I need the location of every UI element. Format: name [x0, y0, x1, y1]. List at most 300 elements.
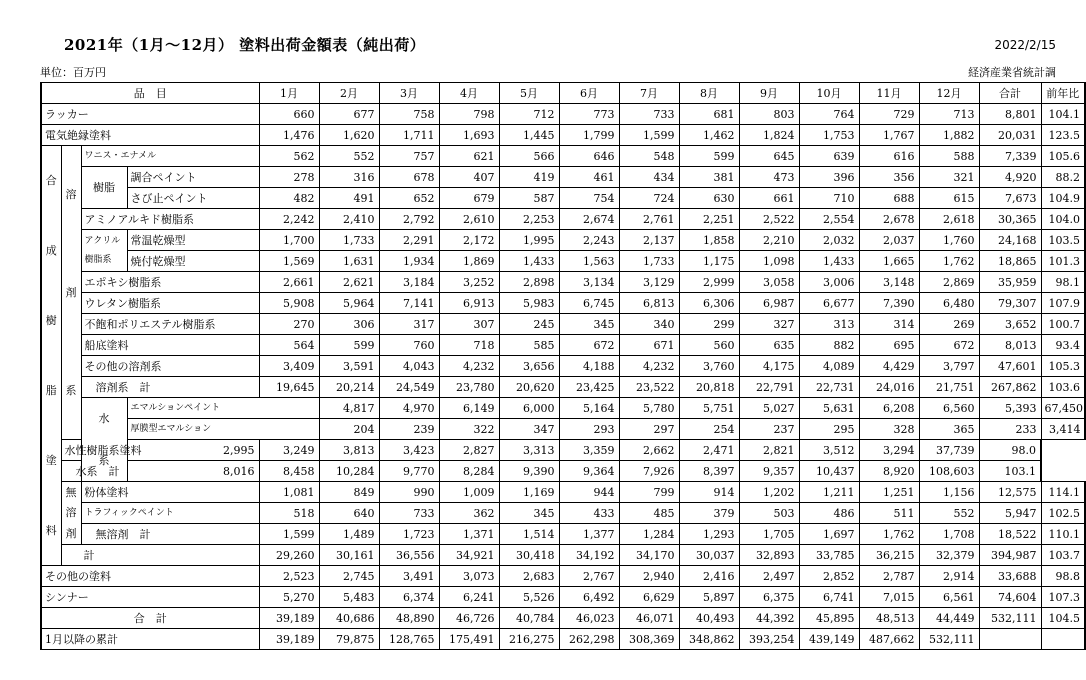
month-value: 24,016	[859, 377, 919, 398]
month-value: 677	[319, 104, 379, 125]
month-value: 44,449	[919, 608, 979, 629]
month-value: 7,390	[859, 293, 919, 314]
month-value: 239	[379, 419, 439, 440]
group-char: 脂	[45, 383, 57, 397]
month-value: 688	[859, 188, 919, 209]
month-value: 2,610	[439, 209, 499, 230]
month-value: 566	[499, 146, 559, 167]
month-value: 2,792	[379, 209, 439, 230]
month-value: 8,458	[259, 461, 319, 482]
month-value: 39,189	[259, 608, 319, 629]
month-value: 1,711	[379, 125, 439, 146]
table-row	[41, 251, 1085, 272]
month-value: 2,522	[739, 209, 799, 230]
month-value: 10,284	[319, 461, 379, 482]
month-value: 461	[559, 167, 619, 188]
month-value: 640	[319, 503, 379, 524]
row-label: エマルションペイント	[127, 398, 319, 419]
month-value: 254	[679, 419, 739, 440]
month-value: 1,705	[739, 524, 799, 545]
month-value: 733	[379, 503, 439, 524]
row-ratio: 105.6	[1041, 146, 1085, 167]
month-value: 6,208	[859, 398, 919, 419]
month-value: 1,700	[259, 230, 319, 251]
month-value: 262,298	[559, 629, 619, 650]
table-row	[41, 419, 1085, 440]
month-value: 3,294	[859, 440, 919, 461]
month-value: 1,767	[859, 125, 919, 146]
month-value: 1,569	[259, 251, 319, 272]
month-value: 3,813	[319, 440, 379, 461]
month-value: 5,270	[259, 587, 319, 608]
month-value: 630	[679, 188, 739, 209]
header-month: 6月	[559, 83, 619, 104]
row-label: 常温乾燥型	[127, 230, 259, 251]
month-value: 34,170	[619, 545, 679, 566]
table-row	[41, 356, 1085, 377]
row-ratio: 110.1	[1041, 524, 1085, 545]
month-value: 24,549	[379, 377, 439, 398]
month-value: 2,618	[919, 209, 979, 230]
month-value: 552	[919, 503, 979, 524]
month-value: 1,433	[499, 251, 559, 272]
month-value: 2,416	[679, 566, 739, 587]
header-month: 9月	[739, 83, 799, 104]
month-value: 660	[259, 104, 319, 125]
month-value: 485	[619, 503, 679, 524]
month-value: 990	[379, 482, 439, 503]
table-row	[41, 545, 1085, 566]
month-value: 3,252	[439, 272, 499, 293]
header-month: 8月	[679, 83, 739, 104]
month-value: 588	[919, 146, 979, 167]
month-value: 328	[859, 419, 919, 440]
row-label: 1月以降の累計	[41, 629, 259, 650]
row-total	[979, 629, 1041, 650]
month-value: 20,620	[499, 377, 559, 398]
table-row	[41, 461, 1085, 482]
month-value: 672	[919, 335, 979, 356]
table-row	[41, 587, 1085, 608]
month-value: 599	[319, 335, 379, 356]
month-value: 9,390	[499, 461, 559, 482]
header-month: 4月	[439, 83, 499, 104]
month-value: 2,172	[439, 230, 499, 251]
month-value: 2,674	[559, 209, 619, 230]
month-value: 1,631	[319, 251, 379, 272]
page-title: 2021年（1月～12月） 塗料出荷金額表（純出荷）	[64, 36, 426, 54]
month-value: 314	[859, 314, 919, 335]
month-value: 40,686	[319, 608, 379, 629]
month-value: 1,620	[319, 125, 379, 146]
row-total: 79,307	[979, 293, 1041, 314]
month-value: 407	[439, 167, 499, 188]
month-value: 5,780	[619, 398, 679, 419]
month-value: 1,753	[799, 125, 859, 146]
month-value: 1,081	[259, 482, 319, 503]
table-row	[41, 335, 1085, 356]
month-value: 1,377	[559, 524, 619, 545]
month-value: 365	[919, 419, 979, 440]
row-total: 30,365	[979, 209, 1041, 230]
month-value: 1,202	[739, 482, 799, 503]
month-value: 1,762	[919, 251, 979, 272]
month-value: 729	[859, 104, 919, 125]
month-value: 1,665	[859, 251, 919, 272]
month-value: 46,071	[619, 608, 679, 629]
row-label: 電気絶縁塗料	[41, 125, 259, 146]
month-value: 6,987	[739, 293, 799, 314]
month-value: 2,037	[859, 230, 919, 251]
table-row	[41, 125, 1085, 146]
month-value: 3,073	[439, 566, 499, 587]
month-value: 1,284	[619, 524, 679, 545]
month-value: 2,497	[739, 566, 799, 587]
month-value: 560	[679, 335, 739, 356]
row-label: 粉体塗料	[81, 482, 259, 503]
month-value: 8,920	[859, 461, 919, 482]
month-value: 3,491	[379, 566, 439, 587]
row-total: 5,947	[979, 503, 1041, 524]
month-value: 5,631	[799, 398, 859, 419]
month-value: 3,797	[919, 356, 979, 377]
month-value: 3,760	[679, 356, 739, 377]
group-char: 無	[65, 485, 77, 499]
group-char: 成	[45, 244, 57, 258]
month-value: 23,780	[439, 377, 499, 398]
month-value: 175,491	[439, 629, 499, 650]
month-value: 6,374	[379, 587, 439, 608]
month-value: 503	[739, 503, 799, 524]
group-char: 塗	[45, 453, 57, 467]
month-value: 672	[559, 335, 619, 356]
row-label: ウレタン樹脂系	[81, 293, 259, 314]
month-value: 2,999	[679, 272, 739, 293]
month-value: 2,767	[559, 566, 619, 587]
month-value: 5,526	[499, 587, 559, 608]
month-value: 23,522	[619, 377, 679, 398]
month-value: 1,476	[259, 125, 319, 146]
month-value: 615	[919, 188, 979, 209]
month-value: 1,211	[799, 482, 859, 503]
month-value: 661	[739, 188, 799, 209]
row-total: 8,801	[979, 104, 1041, 125]
month-value: 48,890	[379, 608, 439, 629]
row-label: 不飽和ポリエステル樹脂系	[81, 314, 259, 335]
month-value: 487,662	[859, 629, 919, 650]
row-ratio: 103.6	[1041, 377, 1085, 398]
row-total: 3,652	[979, 314, 1041, 335]
table-row	[41, 482, 1085, 503]
month-value: 1,762	[859, 524, 919, 545]
row-total: 8,013	[979, 335, 1041, 356]
month-value: 9,364	[559, 461, 619, 482]
month-value: 34,921	[439, 545, 499, 566]
month-value: 2,210	[739, 230, 799, 251]
month-value: 7,015	[859, 587, 919, 608]
month-value: 8,284	[439, 461, 499, 482]
header-month: 7月	[619, 83, 679, 104]
month-value: 269	[919, 314, 979, 335]
month-value: 322	[439, 419, 499, 440]
month-value: 48,513	[859, 608, 919, 629]
month-value: 4,232	[439, 356, 499, 377]
table-row	[41, 209, 1085, 230]
month-value: 32,379	[919, 545, 979, 566]
month-value: 6,745	[559, 293, 619, 314]
month-value: 2,914	[919, 566, 979, 587]
month-value: 1,433	[799, 251, 859, 272]
month-value: 4,429	[859, 356, 919, 377]
month-value: 3,359	[559, 440, 619, 461]
row-total: 394,987	[979, 545, 1041, 566]
month-value: 671	[619, 335, 679, 356]
month-value: 2,523	[259, 566, 319, 587]
row-label: その他の塗料	[41, 566, 259, 587]
month-value: 760	[379, 335, 439, 356]
month-value: 724	[619, 188, 679, 209]
month-value: 4,817	[319, 398, 379, 419]
month-value: 270	[259, 314, 319, 335]
source-label: 経済産業省統計調	[968, 66, 1056, 79]
month-value: 345	[559, 314, 619, 335]
header-month: 1月	[259, 83, 319, 104]
month-value: 695	[859, 335, 919, 356]
month-value: 754	[559, 188, 619, 209]
month-value: 306	[319, 314, 379, 335]
month-value: 356	[859, 167, 919, 188]
table-row	[41, 293, 1085, 314]
row-label: 無溶剤 計	[81, 524, 259, 545]
month-value: 616	[859, 146, 919, 167]
month-value: 599	[679, 146, 739, 167]
month-value: 3,129	[619, 272, 679, 293]
row-ratio: 98.8	[1041, 566, 1085, 587]
month-value: 295	[799, 419, 859, 440]
month-value: 362	[439, 503, 499, 524]
month-value: 1,169	[499, 482, 559, 503]
month-value: 2,251	[679, 209, 739, 230]
header-total: 合計	[979, 83, 1041, 104]
month-value: 1,799	[559, 125, 619, 146]
row-total: 33,688	[979, 566, 1041, 587]
month-value: 2,869	[919, 272, 979, 293]
month-value: 678	[379, 167, 439, 188]
month-value: 1,733	[319, 230, 379, 251]
row-ratio	[1041, 629, 1085, 650]
month-value: 10,437	[799, 461, 859, 482]
month-value: 321	[919, 167, 979, 188]
month-value: 1,995	[499, 230, 559, 251]
group-char: 系	[65, 383, 77, 397]
group-char: 溶	[65, 506, 77, 520]
month-value: 799	[619, 482, 679, 503]
month-value: 1,462	[679, 125, 739, 146]
row-label: 焼付乾燥型	[127, 251, 259, 272]
month-value: 1,824	[739, 125, 799, 146]
unit-label: 単位：百万円	[40, 66, 106, 79]
month-value: 2,995	[127, 440, 259, 461]
month-value: 46,726	[439, 608, 499, 629]
month-value: 327	[739, 314, 799, 335]
month-value: 1,934	[379, 251, 439, 272]
month-value: 6,241	[439, 587, 499, 608]
month-value: 9,770	[379, 461, 439, 482]
row-label: シンナー	[41, 587, 259, 608]
row-label: 計	[61, 545, 259, 566]
month-value: 2,940	[619, 566, 679, 587]
table-row	[41, 629, 1085, 650]
month-value: 564	[259, 335, 319, 356]
month-value: 2,621	[319, 272, 379, 293]
table-row	[41, 524, 1085, 545]
month-value: 2,821	[739, 440, 799, 461]
row-total: 7,339	[979, 146, 1041, 167]
month-value: 552	[319, 146, 379, 167]
month-value: 2,678	[859, 209, 919, 230]
month-value: 757	[379, 146, 439, 167]
row-total: 12,575	[979, 482, 1041, 503]
group-char: 樹	[45, 314, 57, 328]
month-value: 348,862	[679, 629, 739, 650]
month-value: 4,175	[739, 356, 799, 377]
month-value: 639	[799, 146, 859, 167]
month-value: 635	[739, 335, 799, 356]
row-label: ワニス・エナメル	[81, 146, 259, 167]
month-value: 6,560	[919, 398, 979, 419]
month-value: 293	[559, 419, 619, 440]
month-value: 681	[679, 104, 739, 125]
month-value: 21,751	[919, 377, 979, 398]
month-value: 216,275	[499, 629, 559, 650]
month-value: 3,313	[499, 440, 559, 461]
month-value: 2,661	[259, 272, 319, 293]
month-value: 3,134	[559, 272, 619, 293]
month-value: 491	[319, 188, 379, 209]
table-row	[41, 272, 1085, 293]
month-value: 393,254	[739, 629, 799, 650]
row-ratio: 100.7	[1041, 314, 1085, 335]
month-value: 5,393	[979, 398, 1041, 419]
table-row	[41, 566, 1085, 587]
month-value: 6,480	[919, 293, 979, 314]
month-value: 6,000	[499, 398, 559, 419]
month-value: 340	[619, 314, 679, 335]
month-value: 3,656	[499, 356, 559, 377]
table-row	[41, 398, 1085, 419]
month-value: 5,908	[259, 293, 319, 314]
month-value: 473	[739, 167, 799, 188]
header-ratio: 前年比	[1041, 83, 1085, 104]
table-row	[41, 608, 1085, 629]
month-value: 2,827	[439, 440, 499, 461]
row-ratio: 123.5	[1041, 125, 1085, 146]
month-value: 5,983	[499, 293, 559, 314]
acryl-label	[81, 230, 127, 272]
month-value: 34,192	[559, 545, 619, 566]
row-ratio: 88.2	[1041, 167, 1085, 188]
group-char: 系	[98, 453, 110, 467]
row-label: 水系 計	[61, 461, 127, 482]
month-value: 2,253	[499, 209, 559, 230]
month-value: 5,897	[679, 587, 739, 608]
month-value: 758	[379, 104, 439, 125]
header-month: 10月	[799, 83, 859, 104]
row-total: 24,168	[979, 230, 1041, 251]
row-total: 267,862	[979, 377, 1041, 398]
month-value: 345	[499, 503, 559, 524]
month-value: 8,016	[127, 461, 259, 482]
month-value: 7,926	[619, 461, 679, 482]
month-value: 1,563	[559, 251, 619, 272]
row-label: 調合ペイント	[127, 167, 259, 188]
month-value: 532,111	[919, 629, 979, 650]
month-value: 22,731	[799, 377, 859, 398]
month-value: 46,023	[559, 608, 619, 629]
group-char: 剤	[65, 285, 77, 299]
month-value: 585	[499, 335, 559, 356]
month-value: 2,471	[679, 440, 739, 461]
month-value: 3,006	[799, 272, 859, 293]
row-total: 47,601	[979, 356, 1041, 377]
month-value: 4,043	[379, 356, 439, 377]
month-value: 6,306	[679, 293, 739, 314]
month-value: 3,591	[319, 356, 379, 377]
month-value: 6,492	[559, 587, 619, 608]
month-value: 2,291	[379, 230, 439, 251]
month-value: 1,371	[439, 524, 499, 545]
table-row	[41, 146, 1085, 167]
month-value: 2,410	[319, 209, 379, 230]
month-value: 6,913	[439, 293, 499, 314]
table-row	[41, 104, 1085, 125]
month-value: 482	[259, 188, 319, 209]
month-value: 1,723	[379, 524, 439, 545]
row-total: 3,414	[1041, 419, 1085, 440]
month-value: 3,249	[259, 440, 319, 461]
month-value: 679	[439, 188, 499, 209]
month-value: 3,512	[799, 440, 859, 461]
month-value: 6,629	[619, 587, 679, 608]
month-value: 233	[979, 419, 1041, 440]
month-value: 621	[439, 146, 499, 167]
month-value: 548	[619, 146, 679, 167]
row-ratio: 98.0	[979, 440, 1041, 461]
row-ratio: 105.3	[1041, 356, 1085, 377]
month-value: 419	[499, 167, 559, 188]
month-value: 30,037	[679, 545, 739, 566]
month-value: 646	[559, 146, 619, 167]
table-row	[41, 503, 1085, 524]
month-value: 30,161	[319, 545, 379, 566]
group-char: 料	[45, 523, 57, 537]
row-ratio: 103.1	[979, 461, 1041, 482]
row-label: アミノアルキド樹脂系	[81, 209, 259, 230]
month-value: 44,392	[739, 608, 799, 629]
month-value: 1,858	[679, 230, 739, 251]
group-char: 溶	[65, 188, 77, 202]
month-value: 2,137	[619, 230, 679, 251]
month-value: 1,599	[619, 125, 679, 146]
month-value: 2,554	[799, 209, 859, 230]
month-value: 79,875	[319, 629, 379, 650]
table-row	[41, 167, 1085, 188]
group-label: 樹脂系	[84, 254, 112, 265]
group-goukei	[41, 146, 61, 566]
month-value: 6,149	[439, 398, 499, 419]
group-char: 合	[45, 174, 57, 188]
month-value: 882	[799, 335, 859, 356]
